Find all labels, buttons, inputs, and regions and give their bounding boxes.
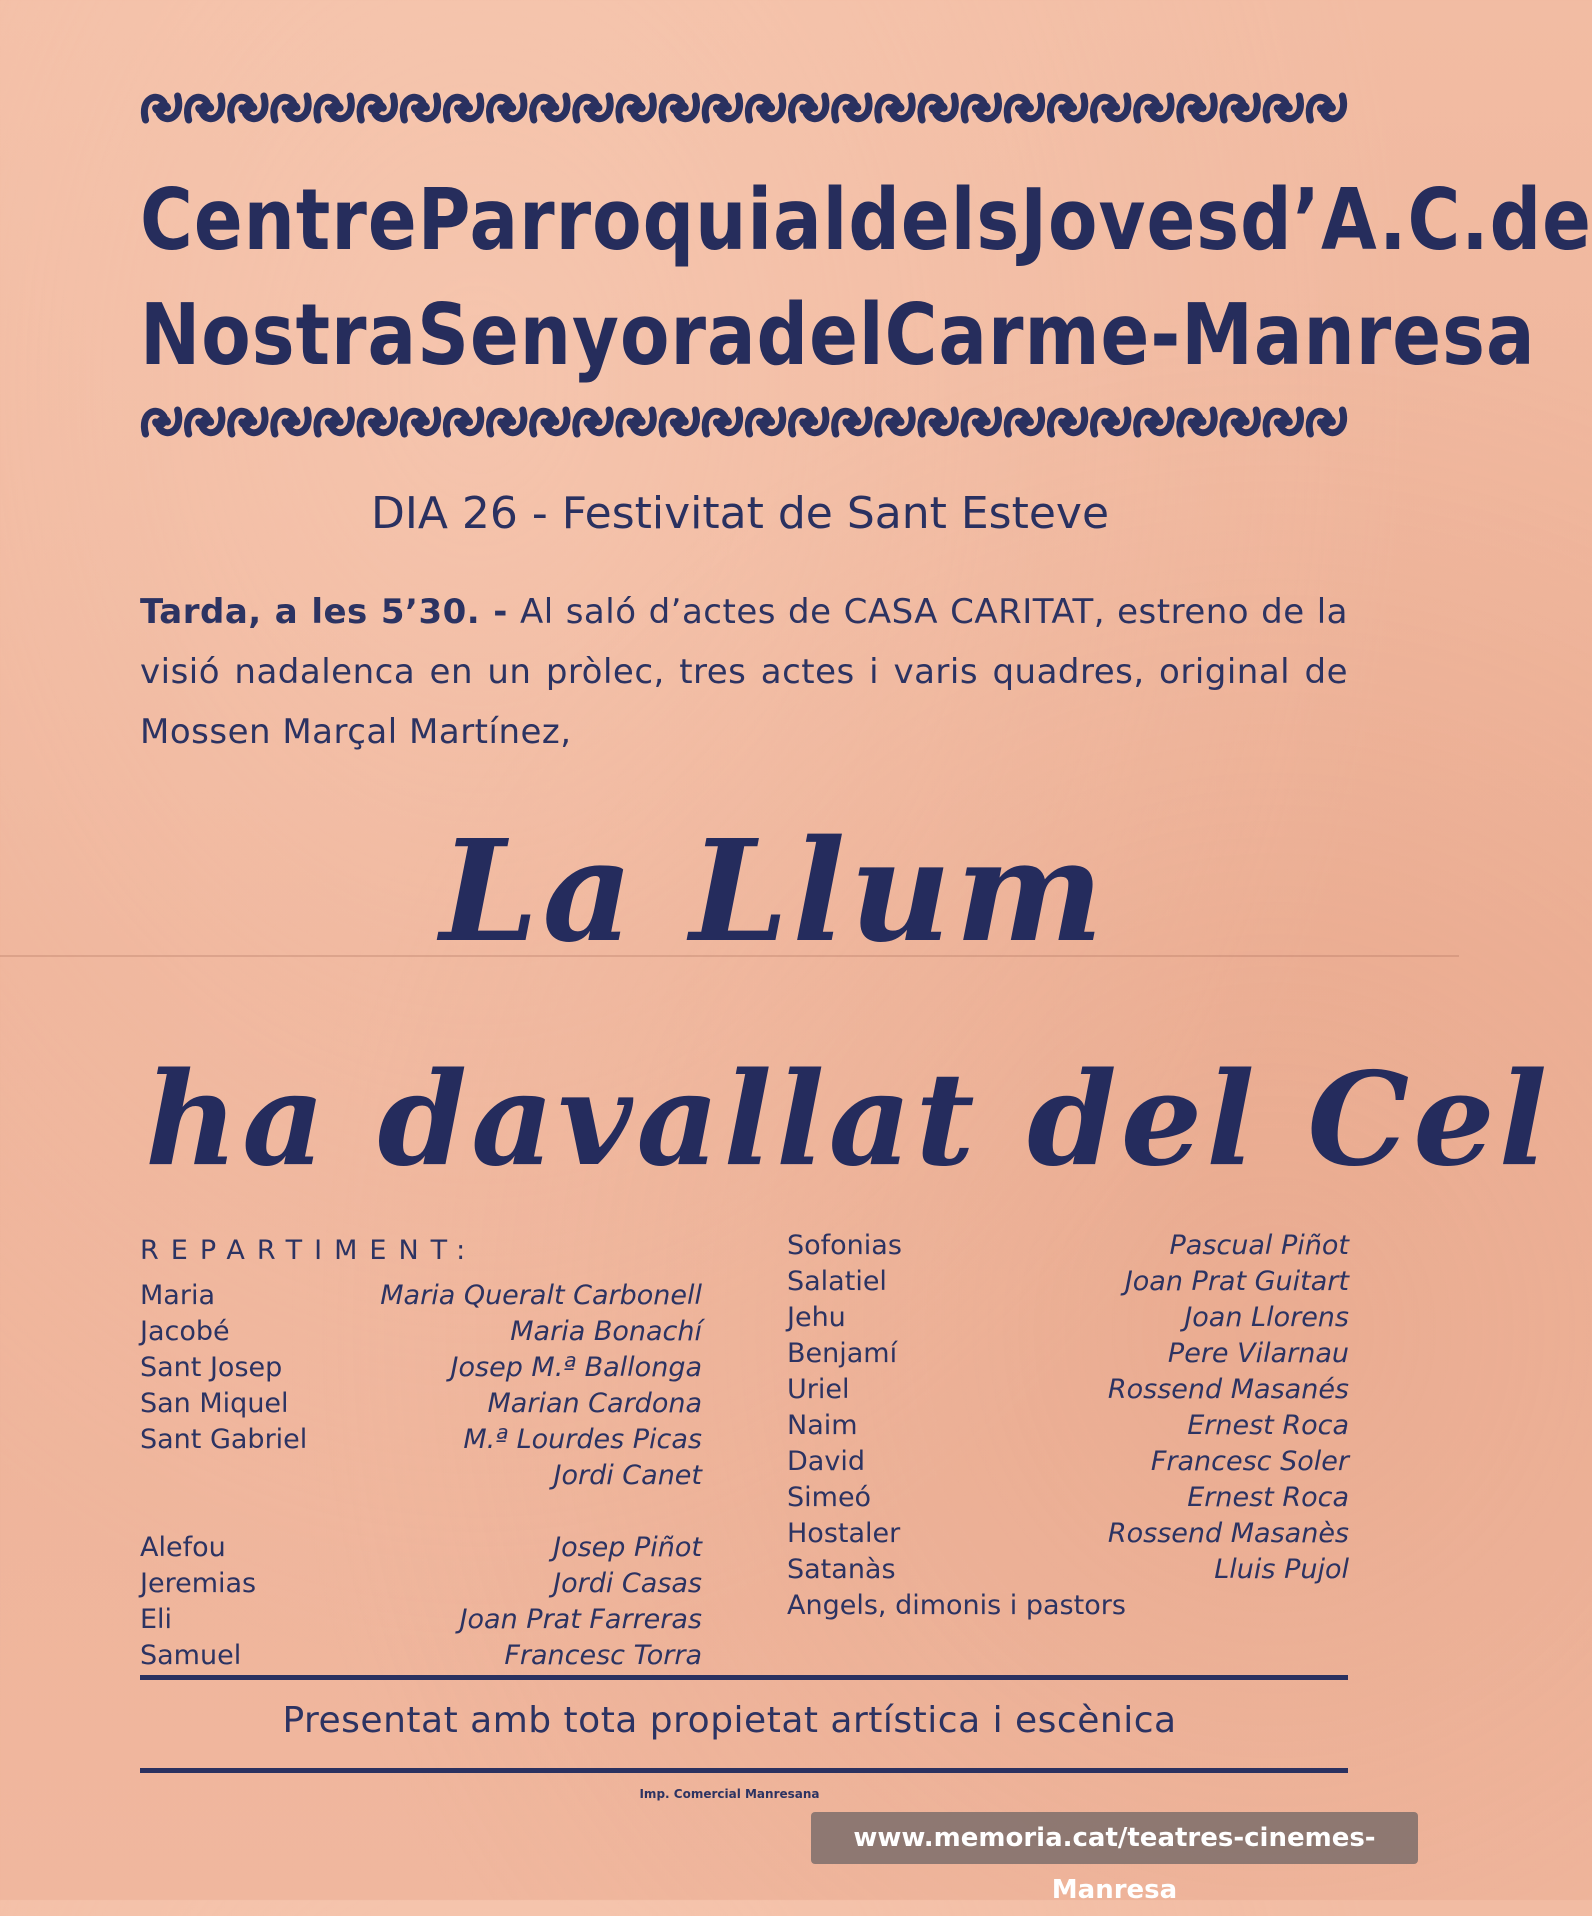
cast-role: Samuel <box>140 1640 242 1671</box>
cast-actor: Lluis Pujol <box>1214 1554 1349 1585</box>
cast-row <box>787 1552 1349 1588</box>
wave-glyph <box>1050 96 1084 120</box>
wave-glyph <box>964 96 998 120</box>
cast-actor: Jordi Casas <box>553 1568 702 1599</box>
cast-row <box>140 1638 702 1674</box>
header-word: - <box>1150 285 1182 385</box>
cast-role: Jeremias <box>140 1568 257 1599</box>
wave-glyph <box>576 410 610 434</box>
cast-row <box>140 1530 702 1566</box>
header-word: del <box>756 285 885 385</box>
event-time: Tarda, a les 5’30. - <box>140 592 508 632</box>
cast-list-left <box>140 1278 702 1674</box>
cast-row <box>140 1314 702 1350</box>
event-details: Al saló d’actes de CASA CARITAT, estreno de la visió nadalenca en un pròlec, tres actes i varis quadres, original de Mossen Marçal Martínez, <box>140 592 1349 752</box>
wave-ornament-bottom <box>140 402 1348 442</box>
cast-actor: M.ª Lourdes Picas <box>463 1424 702 1455</box>
cast-row <box>787 1444 1349 1480</box>
cast-actor: Maria Queralt Carbonell <box>380 1280 702 1311</box>
wave-glyph <box>1309 410 1343 434</box>
wave-glyph <box>705 410 739 434</box>
cast-row <box>140 1458 702 1494</box>
wave-glyph <box>1137 96 1171 120</box>
wave-glyph <box>1137 410 1171 434</box>
wave-glyph <box>274 410 308 434</box>
watermark-link[interactable]: www.memoria.cat/teatres-cinemes-Manresa <box>811 1812 1418 1864</box>
cast-role: Satanàs <box>787 1554 896 1585</box>
header-line-1 <box>140 170 1592 270</box>
cast-row <box>140 1602 702 1638</box>
header-word: Centre <box>140 170 418 270</box>
header-word: Parroquial <box>417 170 849 270</box>
wave-glyph <box>231 410 265 434</box>
cast-actor: Ernest Roca <box>1187 1482 1349 1513</box>
cast-row <box>140 1350 702 1386</box>
cast-role: Maria <box>140 1280 215 1311</box>
cast-role: Jehu <box>787 1302 846 1333</box>
cast-actor: Joan Llorens <box>1184 1302 1349 1333</box>
wave-glyph <box>1223 410 1257 434</box>
cast-row <box>787 1300 1349 1336</box>
cast-actor: Josep Piñot <box>553 1532 702 1563</box>
wave-glyph <box>619 96 653 120</box>
wave-glyph <box>921 96 955 120</box>
cast-role: Alefou <box>140 1532 226 1563</box>
cast-role: Naim <box>787 1410 858 1441</box>
cast-row <box>140 1278 702 1314</box>
event-description <box>140 582 1348 762</box>
footer-note: Presentat amb tota propietat artística i escènica <box>282 1700 1177 1741</box>
printer-credit: Imp. Comercial Manresana <box>639 1787 820 1801</box>
cast-role: Uriel <box>787 1374 850 1405</box>
wave-glyph <box>576 96 610 120</box>
wave-glyph <box>317 96 351 120</box>
cast-row <box>140 1386 702 1422</box>
wave-glyph <box>878 410 912 434</box>
play-title-line-2: ha davallat del Cel <box>145 1045 1552 1195</box>
wave-glyph <box>792 96 826 120</box>
cast-role: Sant Gabriel <box>140 1424 308 1455</box>
cast-actor: Pascual Piñot <box>1169 1230 1349 1261</box>
header-word: Joves <box>1020 170 1241 270</box>
wave-glyph <box>878 96 912 120</box>
wave-glyph <box>792 410 826 434</box>
wave-glyph <box>964 410 998 434</box>
wave-glyph <box>144 410 178 434</box>
cast-role: Angels, dimonis i pastors <box>787 1590 1126 1621</box>
cast-role: Benjamí <box>787 1338 898 1369</box>
cast-row <box>787 1264 1349 1300</box>
cast-actor: Francesc Torra <box>504 1640 702 1671</box>
wave-glyph <box>1309 96 1343 120</box>
wave-glyph <box>1223 96 1257 120</box>
wave-glyph <box>619 410 653 434</box>
divider-top <box>140 1675 1348 1680</box>
header-word: C. <box>1407 170 1490 270</box>
cast-gap <box>140 1494 702 1530</box>
wave-glyph <box>274 96 308 120</box>
wave-glyph <box>1094 96 1128 120</box>
cast-role: Hostaler <box>787 1518 901 1549</box>
header-word: d’A. <box>1240 170 1408 270</box>
wave-glyph <box>446 96 480 120</box>
wave-glyph <box>835 410 869 434</box>
cast-row <box>140 1566 702 1602</box>
wave-glyph <box>533 410 567 434</box>
cast-actor: Joan Prat Guitart <box>1124 1266 1349 1297</box>
play-title-line-1: La Llum <box>440 810 1108 974</box>
wave-glyph <box>1007 410 1041 434</box>
wave-glyph <box>1007 96 1041 120</box>
cast-actor: Marian Cardona <box>487 1388 702 1419</box>
wave-glyph <box>188 96 222 120</box>
cast-row <box>787 1516 1349 1552</box>
cast-row <box>787 1372 1349 1408</box>
cast-row <box>787 1228 1349 1264</box>
header-word: Manresa <box>1181 285 1536 385</box>
header-word: Carme <box>884 285 1151 385</box>
cast-actor: Rossend Masanès <box>1107 1518 1349 1549</box>
wave-glyph <box>662 410 696 434</box>
cast-actor: Rossend Masanés <box>1107 1374 1349 1405</box>
cast-row <box>787 1408 1349 1444</box>
wave-glyph <box>662 96 696 120</box>
cast-role: Sant Josep <box>140 1352 283 1383</box>
wave-glyph <box>1266 410 1300 434</box>
wave-glyph <box>490 96 524 120</box>
wave-glyph <box>144 96 178 120</box>
wave-glyph <box>360 410 394 434</box>
wave-glyph <box>403 96 437 120</box>
wave-glyph <box>446 410 480 434</box>
wave-glyph <box>533 96 567 120</box>
header-word: de <box>1489 170 1592 270</box>
cast-role: Salatiel <box>787 1266 887 1297</box>
wave-glyph <box>705 96 739 120</box>
cast-row <box>787 1480 1349 1516</box>
wave-glyph <box>1094 410 1128 434</box>
cast-role: Eli <box>140 1604 173 1635</box>
wave-glyph <box>748 410 782 434</box>
wave-glyph <box>231 96 265 120</box>
wave-glyph <box>317 410 351 434</box>
wave-glyph <box>1050 410 1084 434</box>
wave-glyph <box>748 96 782 120</box>
wave-glyph <box>360 96 394 120</box>
wave-glyph <box>403 410 437 434</box>
wave-ornament-top <box>140 88 1348 128</box>
event-date: DIA 26 - Festivitat de Sant Esteve <box>370 488 1110 539</box>
cast-actor: Pere Vilarnau <box>1167 1338 1349 1369</box>
cast-actor: Maria Bonachí <box>510 1316 702 1347</box>
cast-row <box>787 1336 1349 1372</box>
cast-list-right <box>787 1228 1349 1624</box>
header-word: Nostra <box>140 285 418 385</box>
divider-bottom <box>140 1768 1348 1773</box>
cast-row <box>787 1588 1349 1624</box>
cast-actor: Joan Prat Farreras <box>459 1604 702 1635</box>
wave-glyph <box>1180 410 1214 434</box>
cast-actor: Ernest Roca <box>1187 1410 1349 1441</box>
cast-actor: Francesc Soler <box>1150 1446 1349 1477</box>
wave-glyph <box>921 410 955 434</box>
cast-heading: REPARTIMENT: <box>140 1235 478 1266</box>
cast-row <box>140 1422 702 1458</box>
wave-glyph <box>1266 96 1300 120</box>
cast-actor: Jordi Canet <box>553 1460 702 1491</box>
header-word: Senyora <box>417 285 757 385</box>
cast-role: Simeó <box>787 1482 872 1513</box>
wave-glyph <box>835 96 869 120</box>
header-word: dels <box>848 170 1021 270</box>
cast-actor: Josep M.ª Ballonga <box>450 1352 702 1383</box>
wave-glyph <box>1180 96 1214 120</box>
cast-role: Sofonias <box>787 1230 902 1261</box>
cast-role: San Miquel <box>140 1388 289 1419</box>
wave-glyph <box>188 410 222 434</box>
header-line-2 <box>140 285 1536 385</box>
cast-role: David <box>787 1446 865 1477</box>
cast-role: Jacobé <box>140 1316 230 1347</box>
wave-glyph <box>490 410 524 434</box>
